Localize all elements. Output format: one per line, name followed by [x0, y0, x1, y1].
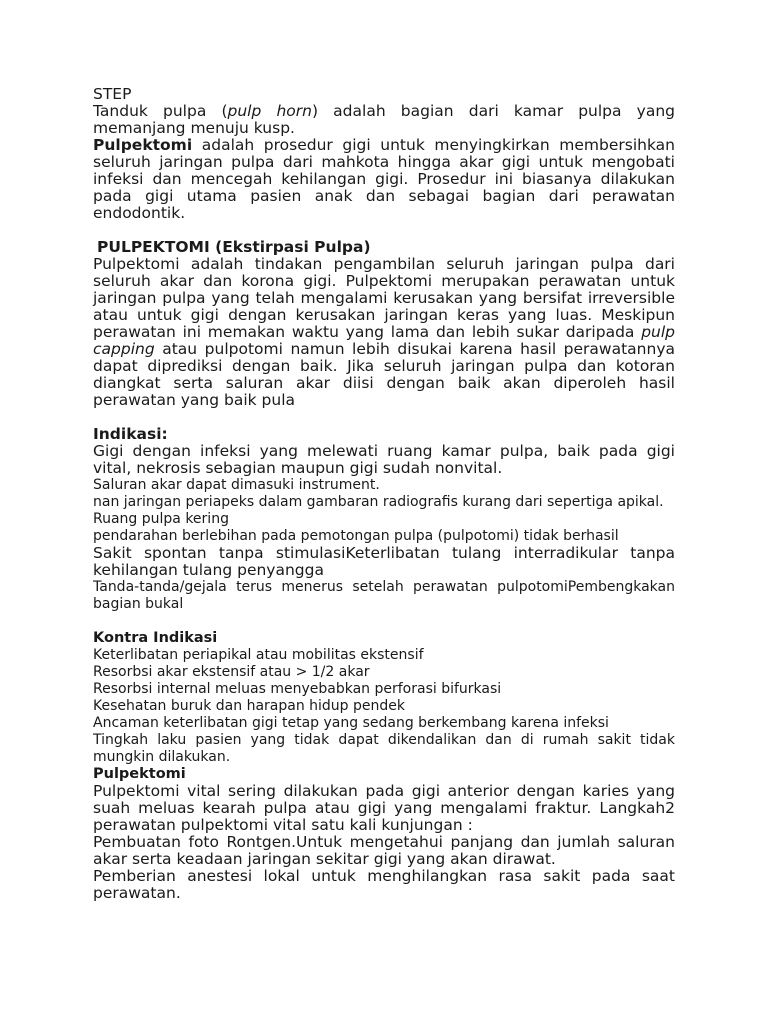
indikasi-item: Ruang pulpa kering	[93, 511, 229, 527]
pulp-horn-paragraph	[93, 103, 675, 137]
pulpektomi-term: Pulpektomi	[93, 136, 193, 154]
pulpektomi-vital-paragraph: Pulpektomi vital sering dilakukan pada gigi anterior dengan karies yang suah meluas kearah pulpa atau gigi yang mengalami fraktur. Langkah2 perawatan pulpektomi vital satu kali kunjungan :	[93, 782, 675, 834]
kontra-item: Resorbsi internal meluas menyebabkan perforasi bifurkasi	[93, 681, 502, 697]
document-page	[93, 86, 675, 902]
kontra-item: Tingkah laku pasien yang tidak dapat dikendalikan dan di rumah sakit tidak mungkin dilakukan.	[93, 732, 675, 765]
section-heading-ekstirpasi: PULPEKTOMI (Ekstirpasi Pulpa)	[97, 238, 371, 256]
indikasi-item: Sakit spontan tanpa stimulasiKeterlibatan tulang interradikular tanpa kehilangan tulang penyangga	[93, 544, 675, 579]
pulpektomi-definition	[93, 137, 675, 222]
pulpektomi-definition-text: adalah prosedur gigi untuk menyingkirkan membersihkan seluruh jaringan pulpa dari mahkota hingga akar gigi untuk mengobati infeksi dan mencegah kehilangan gigi. Prosedur ini biasanya dilakukan pada gigi utama pasien anak dan sebagai bagian dari perawatan endodontik.	[93, 136, 675, 222]
pulp-horn-text-a: Tanduk pulpa (	[93, 102, 228, 120]
pulp-horn-text-b: ) adalah bagian dari kamar pulpa yang memanjang menuju kusp.	[93, 102, 675, 137]
indikasi-item: Tanda-tanda/gejala terus menerus setelah perawatan pulpotomiPembengkakan bagian bukal	[93, 579, 675, 612]
kontra-indikasi-heading: Kontra Indikasi	[93, 630, 218, 646]
indikasi-item: pendarahan berlebihan pada pemotongan pulpa (pulpotomi) tidak berhasil	[93, 528, 619, 544]
procedure-step: Pembuatan foto Rontgen.Untuk mengetahui panjang dan jumlah saluran akar serta keadaan jaringan sekitar gigi yang akan dirawat.	[93, 833, 675, 868]
indikasi-item: Saluran akar dapat dimasuki instrument.	[93, 477, 380, 493]
indikasi-heading: Indikasi:	[93, 425, 168, 443]
kontra-item: Keterlibatan periapikal atau mobilitas ekstensif	[93, 647, 424, 663]
kontra-item: Resorbsi akar ekstensif atau > 1/2 akar	[93, 664, 370, 680]
indikasi-item: Gigi dengan infeksi yang melewati ruang kamar pulpa, baik pada gigi vital, nekrosis sebagian maupun gigi sudah nonvital.	[93, 442, 675, 477]
ekstirpasi-text-b: atau pulpotomi namun lebih disukai karena hasil perawatannya dapat diprediksi dengan baik. Jika seluruh jaringan pulpa dan kotoran diangkat serta saluran akar diisi dengan baik akan diperoleh hasil perawatan yang baik pula	[93, 340, 675, 409]
kontra-item: Kesehatan buruk dan harapan hidup pendek	[93, 698, 405, 714]
pulp-capping-term: pulp capping	[93, 323, 675, 358]
kontra-item: Ancaman keterlibatan gigi tetap yang sedang berkembang karena infeksi	[93, 715, 609, 731]
ekstirpasi-text-a: Pulpektomi adalah tindakan pengambilan seluruh jaringan pulpa dari seluruh akar dan korona gigi. Pulpektomi merupakan perawatan untuk jaringan pulpa yang telah mengalami kerusakan yang bersifat irreversible atau untuk gigi dengan kerusakan jaringan keras yang luas. Meskipun perawatan ini memakan waktu yang lama dan lebih sukar daripada	[93, 255, 675, 341]
procedure-step: Pemberian anestesi lokal untuk menghilangkan rasa sakit pada saat perawatan.	[93, 867, 675, 902]
pulp-horn-term: pulp horn	[227, 102, 312, 120]
indikasi-item: nan jaringan periapeks dalam gambaran radiografis kurang dari sepertiga apikal.	[93, 494, 664, 510]
ekstirpasi-paragraph	[93, 256, 675, 409]
step-label: STEP	[93, 85, 132, 103]
pulpektomi-heading: Pulpektomi	[93, 766, 186, 782]
